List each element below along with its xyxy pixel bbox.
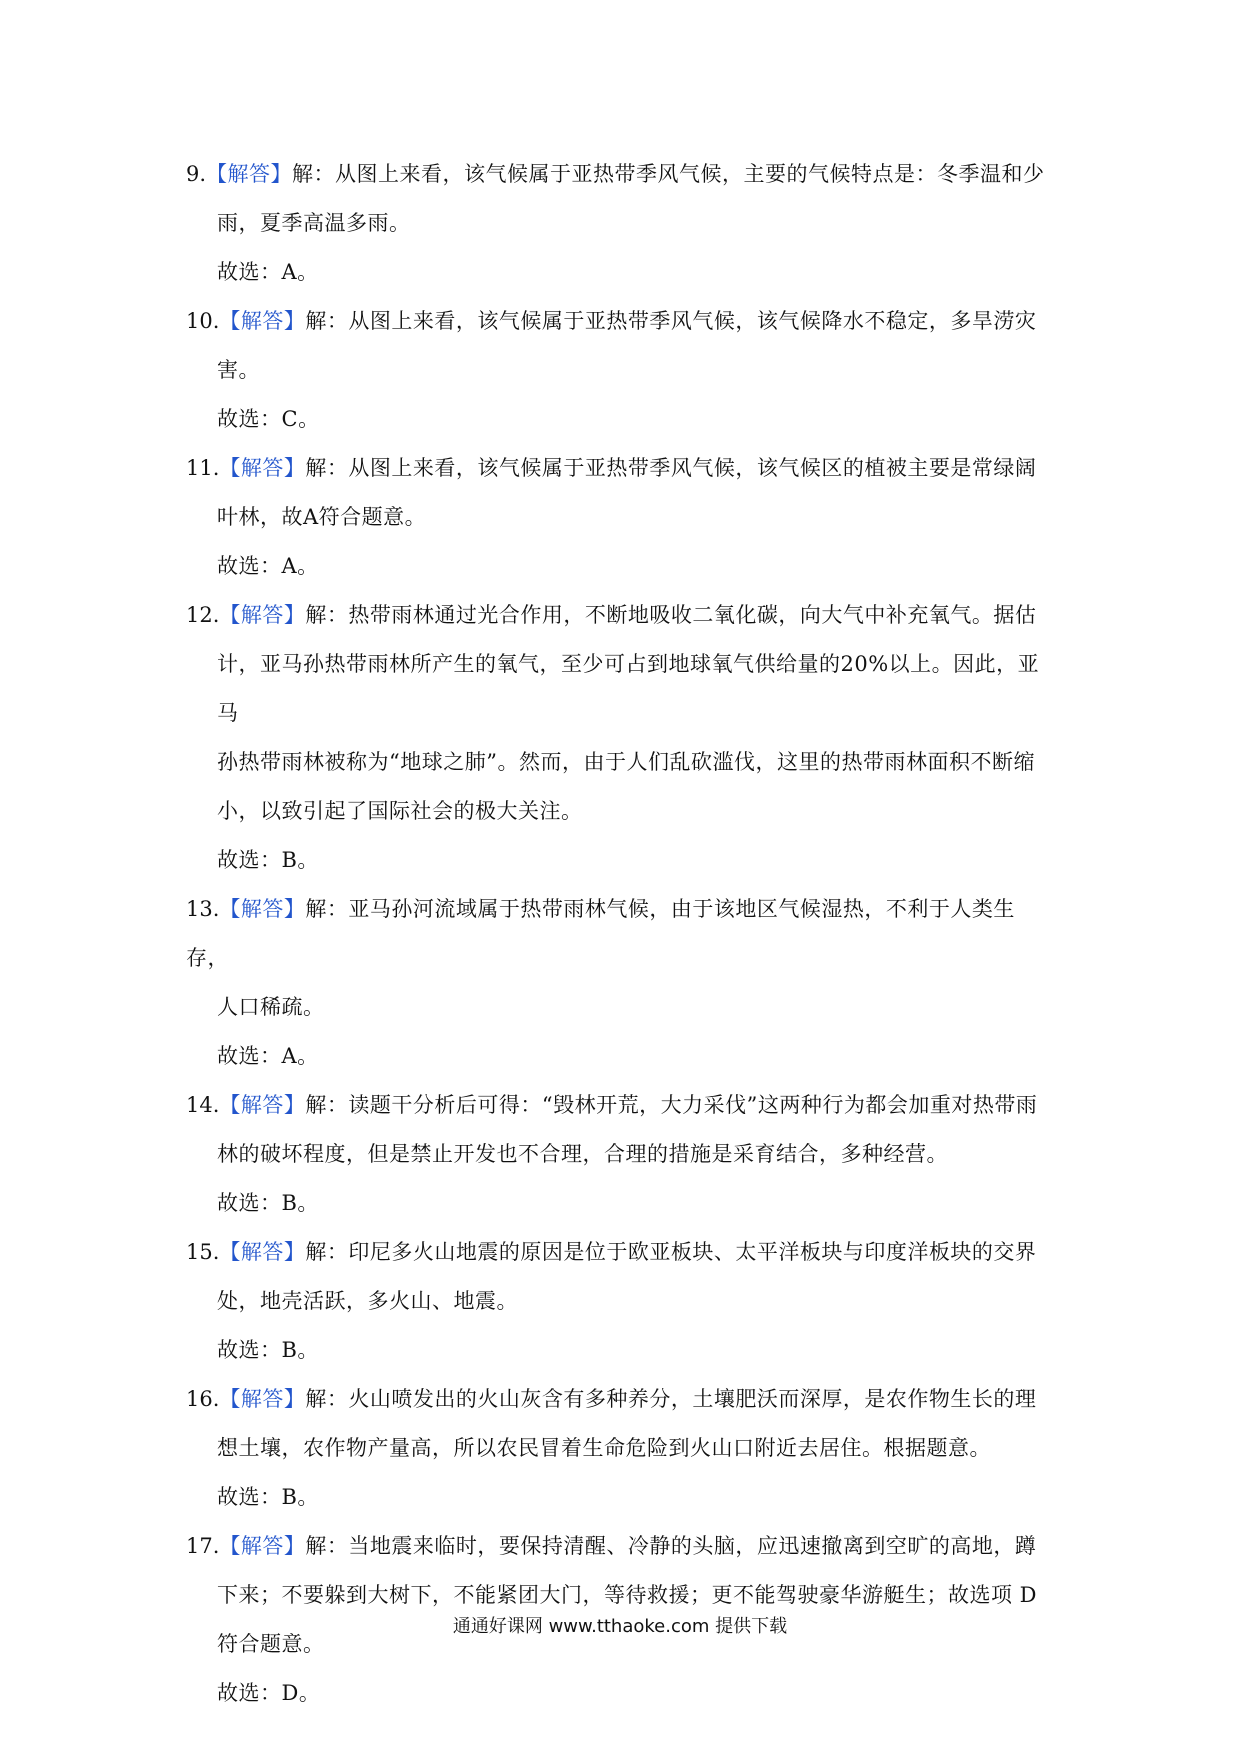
answer-item [186,885,1056,1081]
answer-first-line [186,885,1056,983]
answer-text: 解：当地震来临时，要保持清醒、冷静的头脑，应迅速撤离到空旷的高地，蹲 [305,1534,1037,1558]
question-number: 17. [186,1534,220,1558]
answer-tag: 【解答】 [219,603,306,627]
answer-first-line [186,444,1056,493]
answer-item [186,1081,1056,1228]
question-number: 10. [186,309,220,333]
question-number: 14. [186,1093,220,1117]
answer-item [186,591,1056,885]
answer-first-line [186,591,1056,640]
answer-tag: 【解答】 [219,1240,306,1264]
answer-text: 解：从图上来看，该气候属于亚热带季风气候，该气候降水不稳定，多旱涝灾 [305,309,1037,333]
answer-tag: 【解答】 [206,162,293,186]
answer-tag: 【解答】 [219,1093,306,1117]
answer-choice: 故选：B。 [217,848,319,872]
answer-continuation-line: 雨，夏季高温多雨。 [217,211,411,235]
answer-choice: 故选：A。 [217,1044,319,1068]
answer-item [186,444,1056,591]
answer-first-line [186,150,1056,199]
answer-continuation-line: 小，以致引起了国际社会的极大关注。 [217,799,583,823]
answer-item [186,150,1056,297]
answer-continuation-line: 下来；不要躲到大树下，不能紧团大门，等待救援；更不能驾驶豪华游艇生；故选项 D [217,1583,1038,1607]
answer-tag: 【解答】 [219,456,306,480]
answer-choice: 故选：B。 [217,1338,319,1362]
answer-tag: 【解答】 [219,897,306,921]
answer-first-line [186,1375,1056,1424]
answer-text: 解：从图上来看，该气候属于亚热带季风气候，该气候区的植被主要是常绿阔 [305,456,1037,480]
answer-choice: 故选：A。 [217,554,319,578]
answer-choice: 故选：B。 [217,1191,319,1215]
answer-choice: 故选：D。 [217,1681,321,1705]
answer-choice: 故选：A。 [217,260,319,284]
answer-continuation-line: 叶林，故A符合题意。 [217,505,427,529]
question-number: 13. [186,897,220,921]
answer-text: 解：印尼多火山地震的原因是位于欧亚板块、太平洋板块与印度洋板块的交界 [305,1240,1037,1264]
answer-continuation-line: 符合题意。 [217,1632,325,1656]
answer-tag: 【解答】 [219,309,306,333]
answer-text: 解：热带雨林通过光合作用，不断地吸收二氧化碳，向大气中补充氧气。据估 [305,603,1037,627]
question-number: 11. [186,456,220,480]
answer-item [186,1228,1056,1375]
answer-first-line [186,1228,1056,1277]
page-footer: 通通好课网 www.tthaoke.com 提供下载 [452,1616,788,1637]
answer-item [186,1375,1056,1522]
answer-first-line [186,1522,1056,1571]
answer-first-line [186,297,1056,346]
answer-tag: 【解答】 [219,1387,306,1411]
answer-choice: 故选：B。 [217,1485,319,1509]
answer-continuation-line: 计，亚马孙热带雨林所产生的氧气，至少可占到地球氧气供给量的20%以上。因此，亚马 [217,652,1040,725]
question-number: 9. [186,162,207,186]
question-number: 15. [186,1240,220,1264]
answer-text: 解：读题干分析后可得：“毁林开荒，大力采伐”这两种行为都会加重对热带雨 [305,1093,1038,1117]
answer-tag: 【解答】 [219,1534,306,1558]
answer-choice: 故选：C。 [217,407,320,431]
answer-continuation-line: 害。 [217,358,260,382]
answer-first-line [186,1081,1056,1130]
answer-text: 解：亚马孙河流域属于热带雨林气候，由于该地区气候湿热，不利于人类生存， [186,897,1015,970]
answer-continuation-line: 人口稀疏。 [217,995,325,1019]
answer-text: 解：从图上来看，该气候属于亚热带季风气候，主要的气候特点是：冬季温和少 [292,162,1045,186]
answer-continuation-line: 林的破坏程度，但是禁止开发也不合理，合理的措施是采育结合，多种经营。 [217,1142,948,1166]
answer-list [186,150,1056,1718]
answer-text: 解：火山喷发出的火山灰含有多种养分，土壤肥沃而深厚，是农作物生长的理 [305,1387,1037,1411]
answer-continuation-line: 处，地壳活跃，多火山、地震。 [217,1289,518,1313]
answer-continuation-line: 想土壤，农作物产量高，所以农民冒着生命危险到火山口附近去居住。根据题意。 [217,1436,991,1460]
answer-item [186,297,1056,444]
question-number: 12. [186,603,220,627]
answer-continuation-line: 孙热带雨林被称为“地球之肺”。然而，由于人们乱砍滥伐，这里的热带雨林面积不断缩 [217,750,1035,774]
question-number: 16. [186,1387,220,1411]
